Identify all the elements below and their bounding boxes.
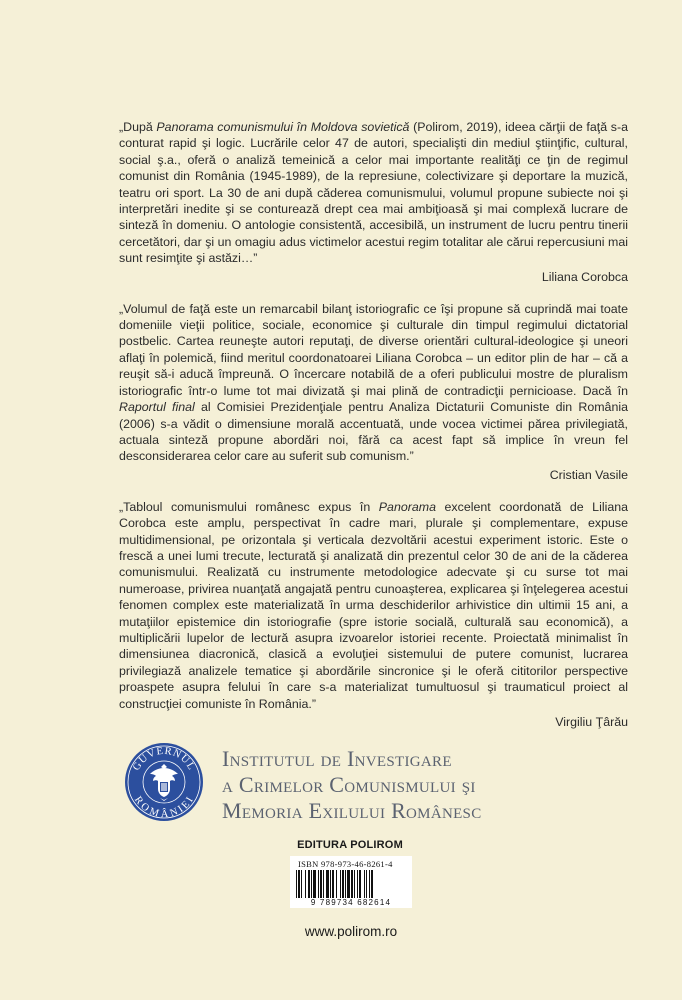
institute-name-line-1: Institutul de Investigare (222, 746, 452, 771)
quote-segment: „După (119, 120, 157, 134)
institute-block (124, 742, 634, 822)
quote-text-2 (119, 301, 628, 465)
quote-segment: Panorama comunismului în Moldova sovietică (156, 120, 410, 134)
isbn-text: ISBN 978-973-46-8261-4 (298, 859, 393, 869)
quote-segment: Panorama (378, 499, 436, 514)
barcode-number: 9 789734 682614 (310, 898, 392, 907)
quote-block-1 (119, 119, 628, 285)
quote-segment: (Polirom, 2019), ideea cărţii de faţă s-a conturat rapid şi logic. Lucrările celor 47 de autori, specialişti din mediul ştiinţific, cultural, social ş.a., oferă o analiză temeinică a celor mai importante realităţi ce ţin de regimul comunist din România (1945-1989), de la represiune, colectivizare şi deportare la muzică, teatru ori sport. La 30 de ani după căderea comunismului, volumul propune subiecte noi şi interpretări inedite şi se conturează drept cea mai ambiţioasă şi mai complexă lucrare de sinteză în domeniu. O antologie consistentă, accesibilă, un instrument de lucru pentru tinerii cercetători, dar şi un omagiu adus victimelor acestui regim totalitar ale cărui repercusiuni mai sunt resimţite şi astăzi…” (119, 120, 628, 266)
quote-block-3 (119, 499, 628, 730)
institute-name-line-2: a Crimelor Comunismului şi (222, 772, 476, 797)
quote-author-2: Cristian Vasile (549, 467, 628, 482)
quote-text-1 (119, 119, 628, 267)
quote-author-1: Liliana Corobca (541, 269, 628, 284)
institute-name (222, 746, 482, 824)
institute-name-line-3: Memoria Exilului Românesc (222, 798, 482, 823)
quote-segment: „Volumul de faţă este un remarcabil bilanţ istoriografic ce îşi propune să cuprindă mai toate domeniile vieţii politice, sociale, economice şi culturale din timpul regimului dictatorial postbelic. Cartea reuneşte autori reputaţi, de diverse orientări cultural-ideologice şi uneori aflaţi în polemică, fiind meritul coordonatoarei Liliana Corobca – un editor plin de har – că a reuşit să-i aducă împreună. O încercare notabilă de a oferi publicului mostre de pluralism istoriografic într-o lume tot mai divizată şi mai plină de contradicţii pernicioase. Dacă în (119, 301, 628, 398)
website-link[interactable]: www.polirom.ro (304, 924, 398, 939)
endorsements (119, 119, 628, 730)
quote-segment: al Comisiei Prezidenţiale pentru Analiza Dictaturii Comuniste din România (2006) s-a vădit o dimensiune morală accentuată, unde vocea victimei părea privilegiată, actuala sinteză propune abordări noi, fără ca acest fapt să implice în vreun fel desconsiderarea celor care au suferit sub comunism.” (119, 400, 628, 464)
barcode-bars (294, 870, 408, 898)
quote-segment: „Tabloul comunismului românesc expus în (119, 499, 379, 514)
quote-block-2 (119, 301, 628, 483)
quote-text-3 (119, 499, 628, 712)
quote-segment: Raportul final (119, 400, 195, 415)
quote-segment: excelent coordonată de Liliana Corobca este amplu, perspectivat în cadre mari, plurale şi complementare, expuse multidimensional, pe orizontala şi verticala dezvoltării acestui experiment istoric. Este o frescă a unei lumi trecute, lecturată şi analizată din prezentul celor 30 de ani de la căderea comunismului. Realizată cu instrumente metodologice adecvate şi cu surse tot mai numeroase, privirea nuanţată angajată pentru cunoaşterea, explicarea şi înţelegerea acestui fenomen complex este materializată în urma deschiderilor arhivistice din ultimii 15 ani, a mutaţiilor epistemice din istoriografie (spre istorie socială, culturală sau economică), a multiplicării lupelor de lectură asupra izvoarelor istoriei recente. Proiectată minimalist în dimensiunea diacronică, clasică a evoluţiei sistemului de putere comunist, lucrarea privilegiază analizele tematice şi abordările sincronice şi le oferă cititorilor perspective proaspete asupra felului în care s-a materializat tumultuosul şi traumaticul proiect al construcţiei comuniste în România.” (119, 499, 629, 711)
seal-bottom-text: ROMÂNIEI (131, 794, 197, 821)
quote-author-3: Virgiliu Ţârău (555, 715, 628, 729)
barcode (290, 856, 412, 908)
publisher-name: EDITURA POLIROM (297, 839, 403, 851)
government-seal-icon (124, 742, 204, 822)
seal-top-text: GUVERNUL (131, 745, 198, 773)
